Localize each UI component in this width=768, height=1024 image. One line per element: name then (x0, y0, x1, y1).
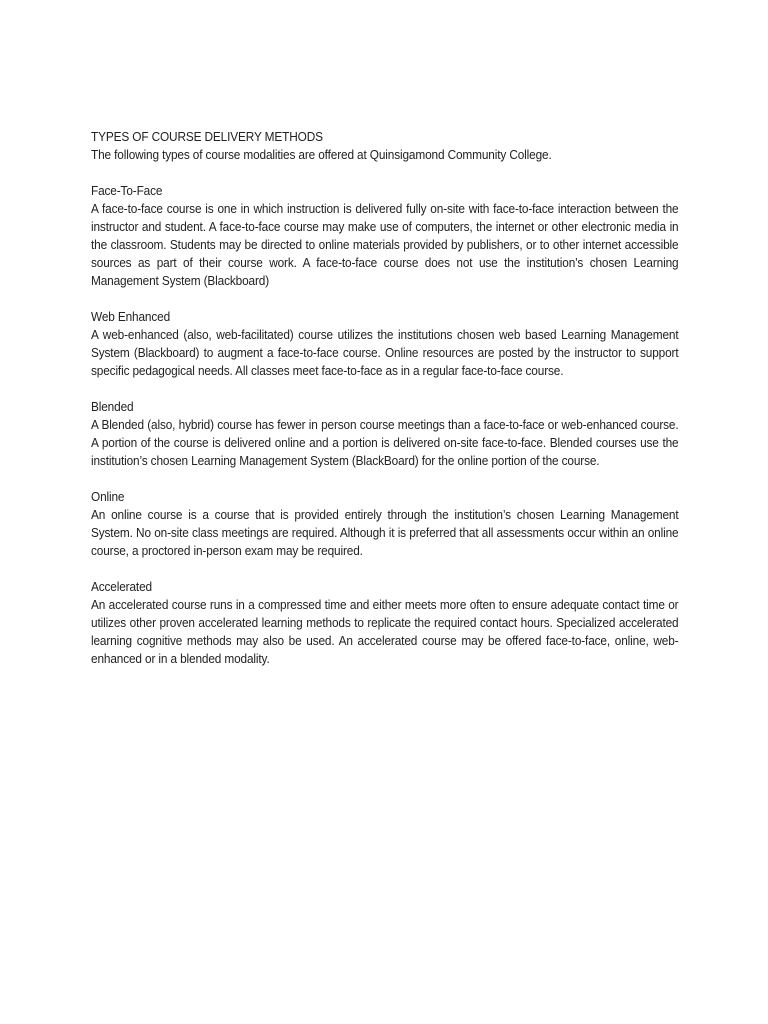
section-blended (91, 398, 679, 470)
section-heading: Accelerated (91, 580, 152, 594)
section-body: A face-to-face course is one in which instruction is delivered fully on-site with face-to-face interaction between the instructor and student. A face-to-face course may make use of computers, the internet or other electronic media in the classroom. Students may be directed to online materials provided by publishers, or to other internet accessible sources as part of their course work. A face-to-face course does not use the institution’s chosen Learning Management System (Blackboard) (91, 202, 679, 288)
document-intro: The following types of course modalities are offered at Quinsigamond Community College. (91, 148, 552, 162)
section-heading: Online (91, 490, 125, 504)
section-heading: Face-To-Face (91, 184, 163, 198)
section-web-enhanced (91, 308, 679, 380)
section-face-to-face (91, 182, 679, 290)
document-title: TYPES OF COURSE DELIVERY METHODS (91, 130, 323, 144)
section-heading: Web Enhanced (91, 310, 171, 324)
section-body: An accelerated course runs in a compressed time and either meets more often to ensure adequate contact time or utilizes other proven accelerated learning methods to replicate the required contact hours. Specialized accelerated learning cognitive methods may also be used. An accelerated course may be offered face-to-face, online, web-enhanced or in a blended modality. (91, 598, 679, 666)
document-content (91, 128, 679, 668)
section-body: An online course is a course that is provided entirely through the institution’s chosen Learning Management System. No on-site class meetings are required. Although it is preferred that all assessments occur within an online course, a proctored in-person exam may be required. (91, 508, 679, 558)
section-heading: Blended (91, 400, 134, 414)
section-accelerated (91, 578, 679, 668)
section-online (91, 488, 679, 560)
section-body: A Blended (also, hybrid) course has fewer in person course meetings than a face-to-face or web-enhanced course. A portion of the course is delivered online and a portion is delivered on-site face-to-face. Blended courses use the institution’s chosen Learning Management System (BlackBoard) for the online portion of the course. (91, 418, 679, 468)
section-body: A web-enhanced (also, web-facilitated) course utilizes the institutions chosen web based Learning Management System (Blackboard) to augment a face-to-face course. Online resources are posted by the instructor to support specific pedagogical needs. All classes meet face-to-face as in a regular face-to-face course. (91, 328, 679, 378)
